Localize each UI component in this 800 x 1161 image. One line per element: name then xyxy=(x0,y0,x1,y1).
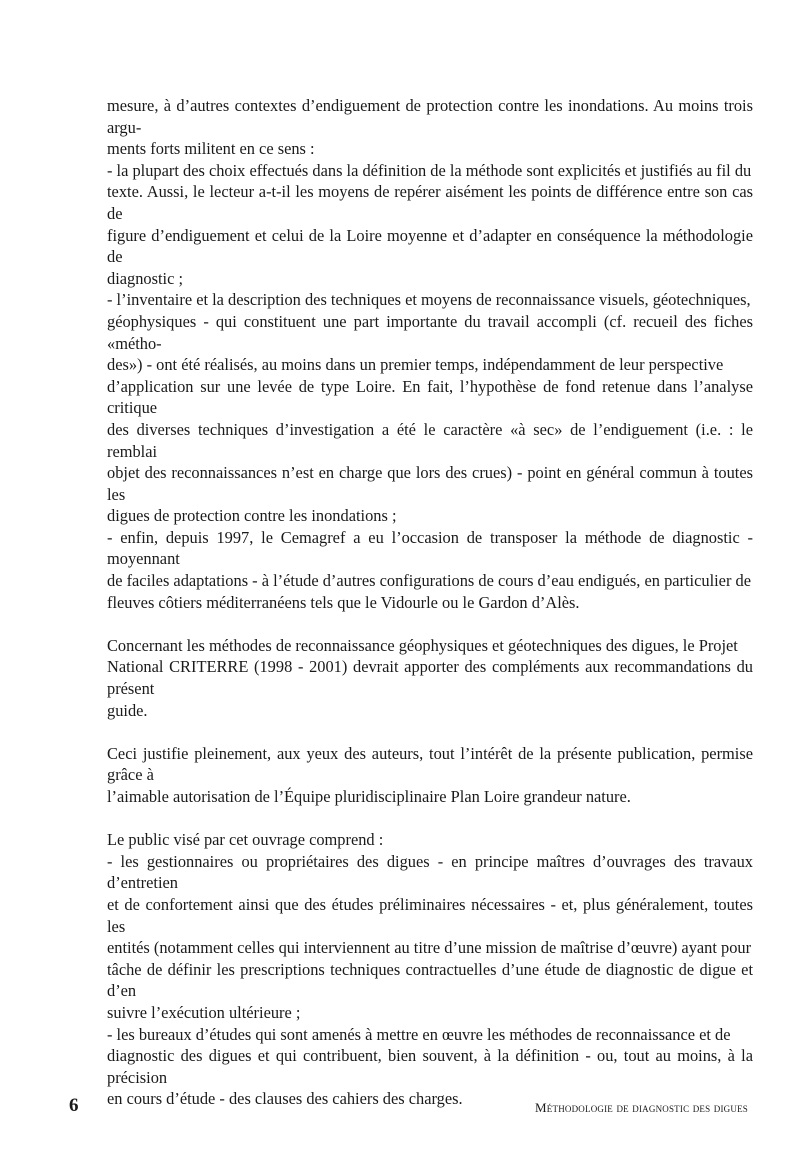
paragraph xyxy=(107,829,753,1110)
text-line: diagnostic ; xyxy=(107,268,184,288)
text-line: objet des reconnaissances n’est en charge que lors des crues) - point en général commun à toutes les xyxy=(107,463,753,504)
paragraph xyxy=(107,635,753,721)
text-line: suivre l’exécution ultérieure ; xyxy=(107,1002,301,1022)
page-body xyxy=(107,95,753,1110)
text-line: fleuves côtiers méditerranéens tels que le Vidourle ou le Gardon d’Alès. xyxy=(107,592,580,612)
text-line: diagnostic des digues et qui contribuent, bien souvent, à la définition - ou, tout au moins, à la précision xyxy=(107,1046,753,1087)
text-line: en cours d’étude - des clauses des cahiers des charges. xyxy=(107,1089,463,1109)
text-line: guide. xyxy=(107,700,148,720)
text-line: des») - ont été réalisés, au moins dans un premier temps, indépendamment de leur perspective xyxy=(107,355,724,375)
text-line: - l’inventaire et la description des techniques et moyens de reconnaissance visuels, géotechniques, xyxy=(107,290,751,310)
text-line: de faciles adaptations - à l’étude d’autres configurations de cours d’eau endigués, en particulier de xyxy=(107,571,751,591)
text-line: l’aimable autorisation de l’Équipe pluridisciplinaire Plan Loire grandeur nature. xyxy=(107,787,631,806)
text-line: texte. Aussi, le lecteur a-t-il les moyens de repérer aisément les points de différence entre son cas de xyxy=(107,182,753,223)
text-line: Le public visé par cet ouvrage comprend : xyxy=(107,830,384,850)
text-line: figure d’endiguement et celui de la Loire moyenne et d’adapter en conséquence la méthodologie de xyxy=(107,225,753,267)
text-line: d’application sur une levée de type Loire. En fait, l’hypothèse de fond retenue dans l’analyse critique xyxy=(107,376,753,418)
text-line: mesure, à d’autres contextes d’endiguement de protection contre les inondations. Au moins trois argu- xyxy=(107,96,753,137)
text-line: des diverses techniques d’investigation a été le caractère «à sec» de l’endiguement (i.e. : le remblai xyxy=(107,419,753,461)
text-line: - les bureaux d’études qui sont amenés à mettre en œuvre les méthodes de reconnaissance et de xyxy=(107,1024,731,1044)
text-line: - la plupart des choix effectués dans la définition de la méthode sont explicités et justifiés au fil du xyxy=(107,160,752,180)
text-line: entités (notamment celles qui interviennent au titre d’une mission de maîtrise d’œuvre) ayant pour xyxy=(107,938,752,958)
page-number: 6 xyxy=(69,1095,79,1116)
text-line: National CRITERRE (1998 - 2001) devrait apporter des compléments aux recommandations du présent xyxy=(107,657,753,699)
text-line: digues de protection contre les inondations ; xyxy=(107,506,397,526)
text-line: - enfin, depuis 1997, le Cemagref a eu l’occasion de transposer la méthode de diagnostic - moyennant xyxy=(107,527,753,569)
paragraph xyxy=(107,743,753,808)
running-title: Méthodologie de diagnostic des digues xyxy=(535,1100,748,1115)
text-line: et de confortement ainsi que des études préliminaires nécessaires - et, plus généralement, toutes les xyxy=(107,894,753,936)
text-line: tâche de définir les prescriptions techniques contractuelles d’une étude de diagnostic de digue et d’en xyxy=(107,959,753,1001)
text-line: Concernant les méthodes de reconnaissance géophysiques et géotechniques des digues, le Projet xyxy=(107,635,738,655)
text-line: géophysiques - qui constituent une part importante du travail accompli (cf. recueil des fiches «métho- xyxy=(107,311,753,353)
text-line: ments forts militent en ce sens : xyxy=(107,139,315,159)
text-line: Ceci justifie pleinement, aux yeux des auteurs, tout l’intérêt de la présente publication, permise grâce à xyxy=(107,743,753,785)
paragraph xyxy=(107,95,753,613)
text-line: - les gestionnaires ou propriétaires des digues - en principe maîtres d’ouvrages des travaux d’entretien xyxy=(107,851,753,893)
